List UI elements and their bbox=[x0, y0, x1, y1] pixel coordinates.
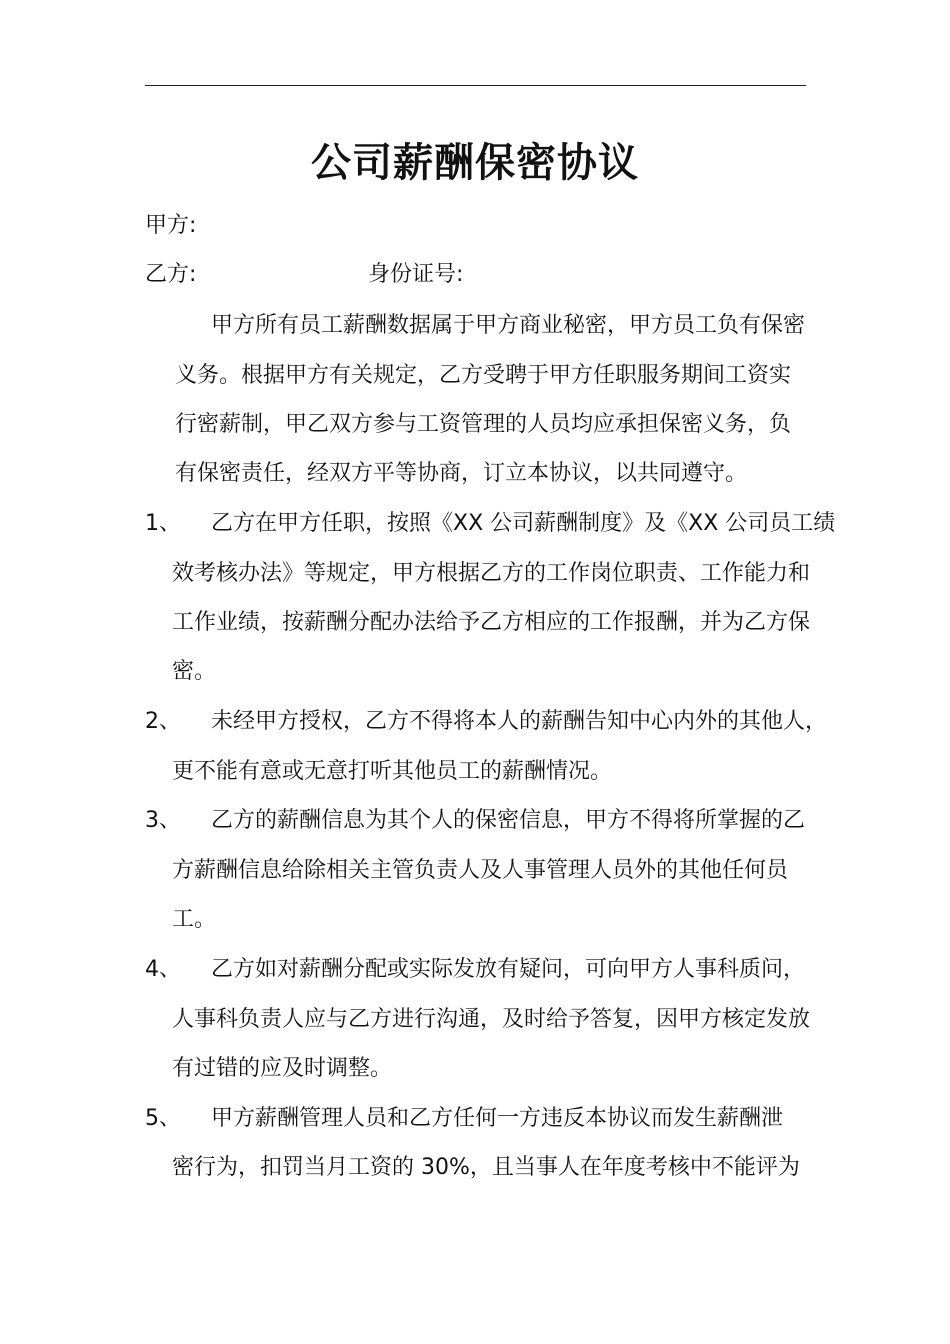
intro-line: 有保密责任，经双方平等协商，订立本协议，以共同遵守。 bbox=[175, 461, 748, 486]
party-b-label: 乙方: bbox=[145, 262, 197, 287]
clause-line: 效考核办法》等规定，甲方根据乙方的工作岗位职责、工作能力和 bbox=[172, 561, 811, 586]
clause-line: 工。 bbox=[172, 907, 217, 932]
intro-line: 行密薪制，甲乙双方参与工资管理的人员均应承担保密义务，负 bbox=[175, 412, 792, 437]
clause-line: 乙方在甲方任职，按照《XX 公司薪酬制度》及《XX 公司员工绩 bbox=[211, 511, 836, 536]
intro-line: 甲方所有员工薪酬数据属于甲方商业秘密，甲方员工负有保密 bbox=[211, 313, 806, 338]
clause-number: 4、 bbox=[145, 957, 181, 982]
clause-line: 更不能有意或无意打听其他员工的薪酬情况。 bbox=[172, 759, 613, 784]
clause-line: 工作业绩，按薪酬分配办法给予乙方相应的工作报酬，并为乙方保 bbox=[172, 610, 811, 635]
clause-line: 人事科负责人应与乙方进行沟通，及时给予答复，因甲方核定发放 bbox=[172, 1007, 811, 1032]
clause-number: 2、 bbox=[145, 709, 181, 734]
document-title: 公司薪酬保密协议 bbox=[311, 140, 639, 186]
clause-line: 乙方如对薪酬分配或实际发放有疑问，可向甲方人事科质问， bbox=[211, 957, 806, 982]
clause-line: 密。 bbox=[172, 659, 217, 684]
clause-line: 有过错的应及时调整。 bbox=[172, 1056, 393, 1081]
clause-number: 3、 bbox=[145, 808, 181, 833]
clause-line: 甲方薪酬管理人员和乙方任何一方违反本协议而发生薪酬泄 bbox=[211, 1106, 784, 1131]
clause-line: 方薪酬信息给除相关主管负责人及人事管理人员外的其他任何员 bbox=[172, 858, 789, 883]
intro-line: 义务。根据甲方有关规定，乙方受聘于甲方任职服务期间工资实 bbox=[175, 363, 792, 388]
clause-number: 1、 bbox=[145, 511, 181, 536]
clause-number: 5、 bbox=[145, 1106, 181, 1131]
id-number-label: 身份证号: bbox=[368, 262, 464, 287]
header-rule bbox=[145, 85, 806, 86]
party-a-label: 甲方: bbox=[145, 213, 197, 238]
clause-line: 未经甲方授权，乙方不得将本人的薪酬告知中心内外的其他人， bbox=[211, 709, 828, 734]
clause-line: 密行为，扣罚当月工资的 30%，且当事人在年度考核中不能评为 bbox=[172, 1155, 800, 1180]
clause-line: 乙方的薪酬信息为其个人的保密信息，甲方不得将所掌握的乙 bbox=[211, 808, 806, 833]
